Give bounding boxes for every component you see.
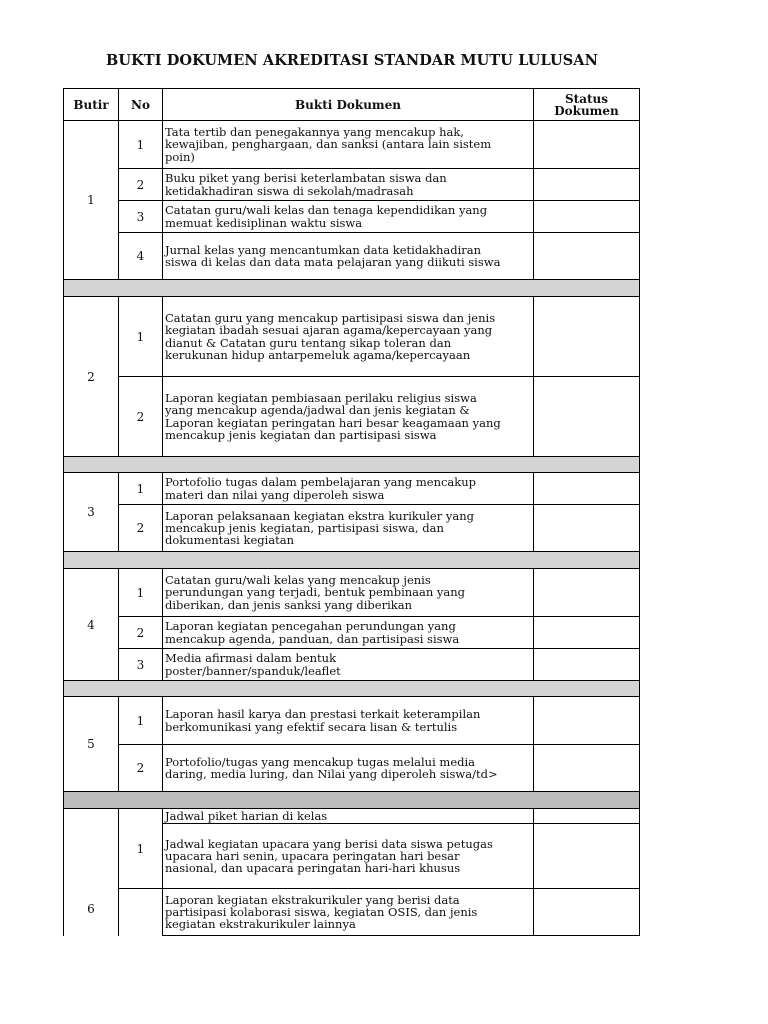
- status-cell[interactable]: [533, 296, 640, 377]
- document-text: Jadwal piket harian di kelas: [162, 808, 534, 824]
- no-cell: 3: [118, 648, 163, 681]
- status-cell[interactable]: [533, 888, 640, 936]
- document-text: Tata tertib dan penegakannya yang mencakup hak, kewajiban, penghargaan, dan sanksi (antara lain sistem poin): [162, 120, 534, 169]
- no-cell: 1: [118, 296, 163, 377]
- status-cell[interactable]: [533, 744, 640, 792]
- butir-cell-3: 3: [63, 472, 119, 552]
- status-cell[interactable]: [533, 168, 640, 201]
- document-text: Laporan pelaksanaan kegiatan ekstra kurikuler yang mencakup jenis kegiatan, partisipasi siswa, dan dokumentasi kegiatan: [162, 504, 534, 552]
- no-cell: 1: [118, 696, 163, 745]
- status-cell[interactable]: [533, 504, 640, 552]
- no-cell: 1: [118, 808, 163, 889]
- separator-row: [63, 551, 640, 569]
- document-text: Catatan guru yang mencakup partisipasi siswa dan jenis kegiatan ibadah sesuai ajaran agama/kepercayaan yang dianut & Catatan guru tentang sikap toleran dan kerukunan hidup antarpemeluk agama/kepercayaan: [162, 296, 534, 377]
- status-cell[interactable]: [533, 568, 640, 617]
- document-text: Buku piket yang berisi keterlambatan siswa dan ketidakhadiran siswa di sekolah/madrasah: [162, 168, 534, 201]
- no-cell: 1: [118, 472, 163, 505]
- header-status-dokumen: Status Dokumen: [533, 88, 640, 121]
- document-text: Portofolio/tugas yang mencakup tugas melalui media daring, media luring, dan Nilai yang diperoleh siswa/td>: [162, 744, 534, 792]
- document-text: Laporan kegiatan ekstrakurikuler yang berisi data partisipasi kolaborasi siswa, kegiatan OSIS, dan jenis kegiatan ekstrakurikuler lainnya: [162, 888, 534, 936]
- no-cell: 1: [118, 568, 163, 617]
- header-no: No: [118, 88, 163, 121]
- no-cell: 2: [118, 504, 163, 552]
- butir-cell-5: 5: [63, 696, 119, 792]
- status-cell[interactable]: [533, 472, 640, 505]
- header-bukti-dokumen: Bukti Dokumen: [162, 88, 534, 121]
- document-text: Laporan kegiatan pembiasaan perilaku religius siswa yang mencakup agenda/jadwal dan jenis kegiatan & Laporan kegiatan peringatan hari besar keagamaan yang mencakup jenis kegiatan dan partisipasi siswa: [162, 376, 534, 457]
- status-cell[interactable]: [533, 696, 640, 745]
- document-text: Laporan kegiatan pencegahan perundungan yang mencakup agenda, panduan, dan partisipasi siswa: [162, 616, 534, 649]
- no-cell: 1: [118, 120, 163, 169]
- status-cell[interactable]: [533, 823, 640, 889]
- butir-cell-4: 4: [63, 568, 119, 681]
- no-cell: 3: [118, 200, 163, 233]
- status-cell[interactable]: [533, 808, 640, 824]
- document-text: Laporan hasil karya dan prestasi terkait keterampilan berkomunikasi yang efektif secara lisan & tertulis: [162, 696, 534, 745]
- document-text: Catatan guru/wali kelas dan tenaga kependidikan yang memuat kedisiplinan waktu siswa: [162, 200, 534, 233]
- document-text: Jadwal kegiatan upacara yang berisi data siswa petugas upacara hari senin, upacara peringatan hari besar nasional, dan upacara peringatan hari-hari khusus: [162, 823, 534, 889]
- document-text: Jurnal kelas yang mencantumkan data ketidakhadiran siswa di kelas dan data mata pelajaran yang diikuti siswa: [162, 232, 534, 280]
- status-cell[interactable]: [533, 376, 640, 457]
- separator-row: [63, 680, 640, 697]
- document-text: Portofolio tugas dalam pembelajaran yang mencakup materi dan nilai yang diperoleh siswa: [162, 472, 534, 505]
- header-butir: Butir: [63, 88, 119, 121]
- document-text: Catatan guru/wali kelas yang mencakup jenis perundungan yang terjadi, bentuk pembinaan yang diberikan, dan jenis sanksi yang diberikan: [162, 568, 534, 617]
- no-cell: 2: [118, 744, 163, 792]
- no-cell: 2: [118, 376, 163, 457]
- no-cell: 2: [118, 616, 163, 649]
- butir-cell-6: 6: [63, 808, 119, 1008]
- status-cell[interactable]: [533, 232, 640, 280]
- butir-cell-2: 2: [63, 296, 119, 457]
- separator-row: [63, 456, 640, 473]
- no-cell: 2: [118, 168, 163, 201]
- document-text: Media afirmasi dalam bentuk poster/banner/spanduk/leaflet: [162, 648, 534, 681]
- separator-row: [63, 791, 640, 809]
- separator-row: [63, 279, 640, 297]
- page-bottom-margin: [0, 936, 768, 1024]
- status-cell[interactable]: [533, 616, 640, 649]
- butir-cell-1: 1: [63, 120, 119, 280]
- status-cell[interactable]: [533, 120, 640, 169]
- status-cell[interactable]: [533, 200, 640, 233]
- page-title: BUKTI DOKUMEN AKREDITASI STANDAR MUTU LULUSAN: [106, 52, 598, 69]
- status-cell[interactable]: [533, 648, 640, 681]
- no-cell: 4: [118, 232, 163, 280]
